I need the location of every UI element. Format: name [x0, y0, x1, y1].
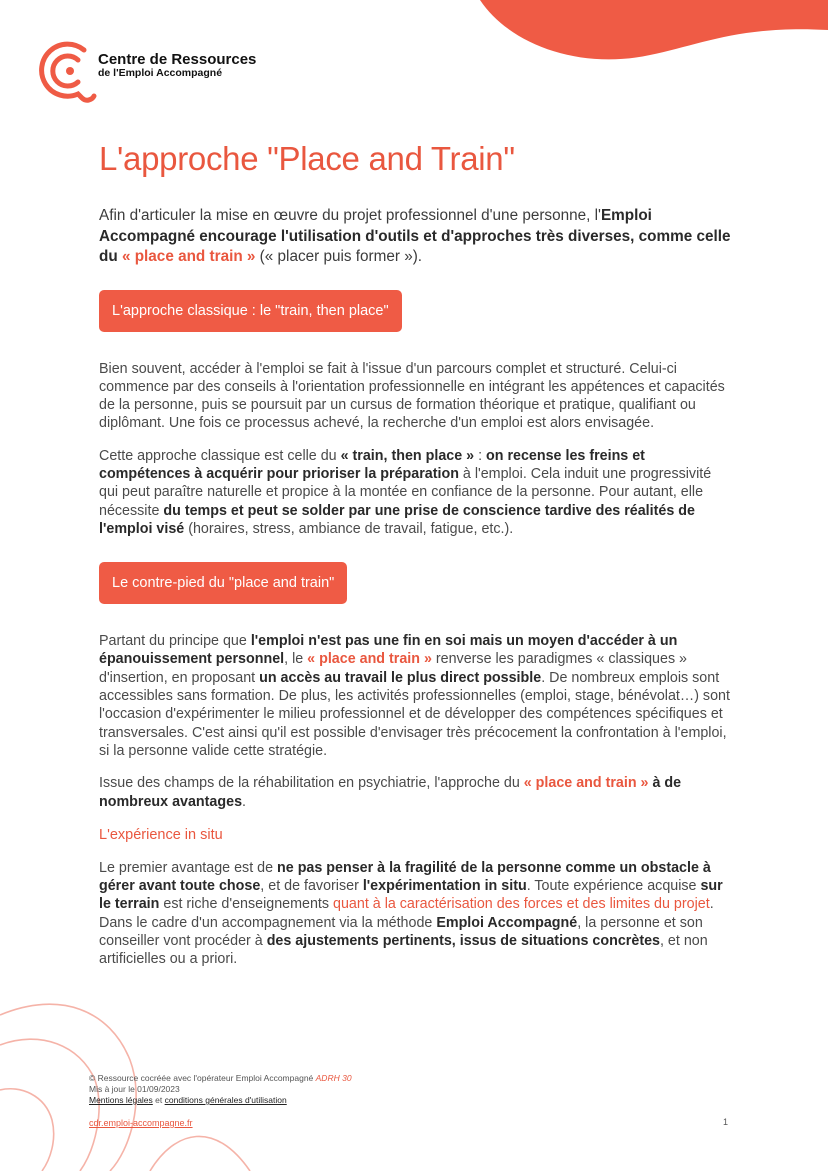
- paragraph-classic-path: Bien souvent, accéder à l'emploi se fait à l'issue d'un parcours complet et structuré. Celui-ci commence par des conseils à l'orientation professionnelle en intégrant les appétences et capacités de la personne, puis se poursuit par un cursus de formation théorique et pratique, qualifiant ou diplômant. Une fois ce processus achevé, la recherche d'un emploi est alors envisagée.: [99, 360, 725, 432]
- footer-and: et: [152, 1095, 165, 1105]
- text-run: , et non artificielles ou a priori.: [99, 933, 708, 968]
- text-run: Cette approche classique est celle du: [99, 447, 341, 464]
- bold-run: un accès au travail le plus direct possible: [259, 669, 542, 686]
- footer-updated: Mis à jour le 01/09/2023: [89, 1084, 180, 1094]
- bold-run: sur le terrain: [99, 878, 723, 913]
- subheading-in-situ: L'expérience in situ: [99, 826, 223, 843]
- bold-run: Emploi Accompagné encourage l'utilisation d'outils et d'approches très diverses, comme celle du: [99, 207, 731, 265]
- text-run: Partant du principe que: [99, 633, 251, 650]
- paragraph-in-situ: [99, 859, 732, 969]
- text-run: Issue des champs de la réhabilitation en psychiatrie, l'approche du: [99, 775, 524, 792]
- bold-run: du temps et peut se solder par une prise de conscience tardive des réalités de l'emploi visé: [99, 502, 695, 537]
- bold-run: l'emploi n'est pas une fin en soi mais un moyen d'accéder à un épanouissement personnel: [99, 633, 678, 668]
- paragraph-advantages: [99, 774, 732, 811]
- section-heading-place-and-train: Le contre-pied du "place and train": [99, 562, 347, 604]
- footer-credit: [89, 1073, 352, 1084]
- main-content: [99, 140, 732, 969]
- intro-paragraph: [99, 206, 732, 268]
- bold-run: l'expérimentation in situ: [362, 878, 527, 895]
- highlight-run: « place and train »: [121, 248, 256, 265]
- cdr-logo-icon: [38, 38, 102, 108]
- text-run: (horaires, stress, ambiance de travail, fatigue, etc.).: [184, 520, 514, 537]
- text-run: renverse les paradigmes « classiques » d'insertion, en proposant: [99, 651, 688, 686]
- text-run: :: [474, 447, 487, 464]
- text-run: . Dans le cadre d'un accompagnement via la méthode: [99, 896, 714, 931]
- text-run: , la personne et son conseiller vont procéder à: [99, 914, 703, 950]
- text-run: (« placer puis former »).: [255, 248, 423, 265]
- text-run: . Toute expérience acquise: [526, 878, 701, 895]
- text-run: est riche d'enseignements: [159, 896, 334, 913]
- footer-legal: [89, 1095, 352, 1106]
- highlight-run: « place and train »: [523, 775, 649, 792]
- section-heading-train-then-place: L'approche classique : le "train, then place": [99, 290, 402, 332]
- logo-text: [98, 52, 256, 79]
- bold-run: on recense les freins et compétences à acquérir pour prioriser la préparation: [99, 447, 645, 482]
- footer-operator-name: ADRH 30: [315, 1073, 352, 1083]
- paragraph-place-and-train: [99, 632, 732, 760]
- logo-line1: Centre de Ressources: [98, 51, 257, 68]
- bold-run: Emploi Accompagné: [436, 914, 578, 931]
- highlight-run: « place and train »: [307, 651, 432, 668]
- footer-credit-text: © Ressource cocréée avec l'opérateur Emploi Accompagné: [89, 1073, 316, 1083]
- text-run: Afin d'articuler la mise en œuvre du projet professionnel d'une personne, l': [99, 207, 601, 224]
- bold-run: ne pas penser à la fragilité de la personne comme un obstacle à gérer avant toute chose: [99, 859, 711, 895]
- page-title: L'approche "Place and Train": [99, 140, 515, 177]
- paragraph-train-then-place: [99, 447, 732, 538]
- terms-link[interactable]: conditions générales d'utilisation: [164, 1095, 287, 1105]
- logo-line2: de l'Emploi Accompagné: [98, 66, 223, 79]
- text-run: à l'emploi. Cela induit une progressivité qui peut paraître naturelle et propice à la montée en confiance de la personne. Pour autant, elle nécessite: [99, 465, 712, 519]
- logo: [38, 38, 298, 108]
- text-run: , et de favoriser: [260, 878, 363, 895]
- footer: [89, 1073, 352, 1106]
- bold-run: à de nombreux avantages: [99, 775, 682, 810]
- page-number: 1: [723, 1117, 729, 1127]
- website-link[interactable]: cdr.emploi-accompagne.fr: [89, 1118, 193, 1128]
- bold-run: « train, then place »: [340, 447, 475, 464]
- bold-run: des ajustements pertinents, issus de situations concrètes: [266, 933, 660, 950]
- legal-link[interactable]: Mentions légales: [89, 1095, 153, 1105]
- text-run: Le premier avantage est de: [99, 859, 278, 876]
- highlight-run: quant à la caractérisation des forces et des limites du projet: [333, 896, 710, 913]
- text-run: . De nombreux emplois sont accessibles sans formation. De plus, les activités professionnelles (emploi, stage, bénévolat…) sont l'occasion d'expérimenter le milieu professionnel et de développer des compétences spécifiques et transversales. C'est ainsi qu'il est possible d'envisager très précocement la confrontation à l'emploi, si la personne valide cette stratégie.: [99, 669, 730, 759]
- text-run: .: [242, 793, 247, 810]
- text-run: , le: [284, 651, 308, 668]
